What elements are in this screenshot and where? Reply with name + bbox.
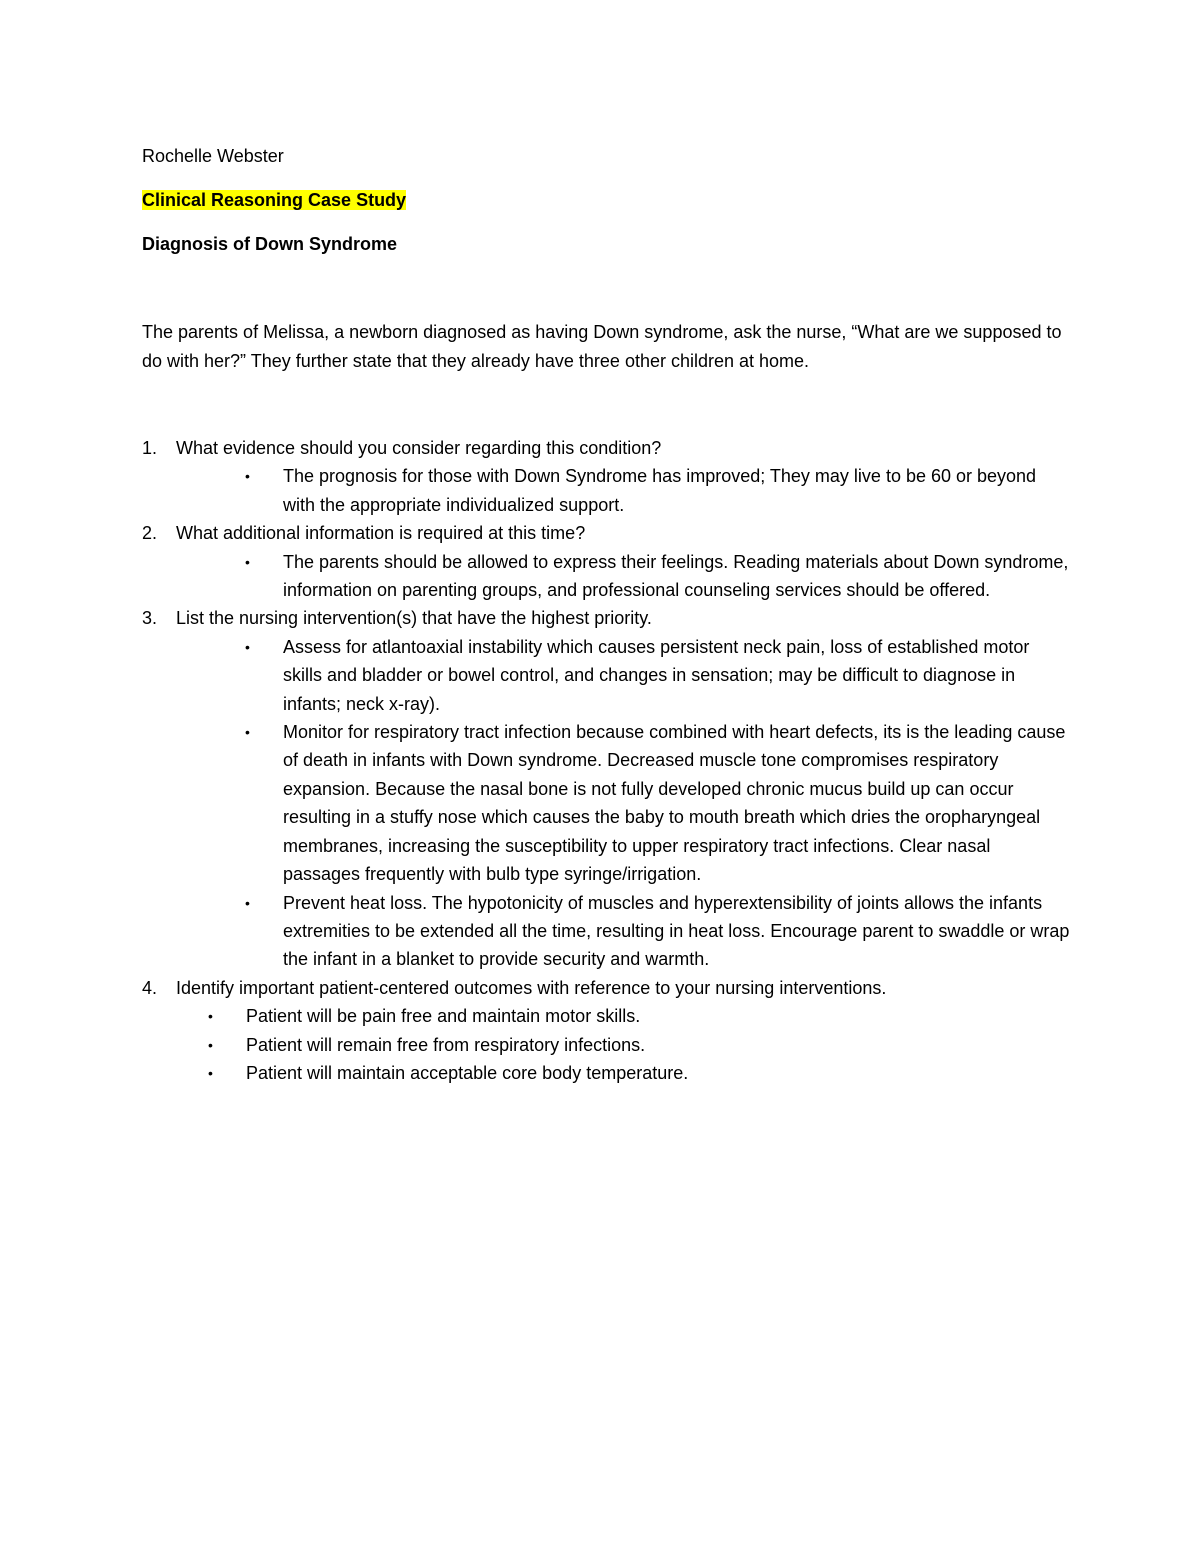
document-subtitle: Diagnosis of Down Syndrome <box>142 234 398 254</box>
outcome-item <box>208 1002 1072 1030</box>
question-number: 4. <box>142 977 158 998</box>
document-title <box>142 188 406 212</box>
question-number: 2. <box>142 523 158 544</box>
outcome-text: Patient will maintain acceptable core body temperature. <box>246 1062 689 1083</box>
answer-text: The prognosis for those with Down Syndrome has improved; They may live to be 60 or beyond with the appropriate individualized support. <box>283 466 1037 515</box>
answer-item <box>245 548 1072 605</box>
answer-text: The parents should be allowed to express their feelings. Reading materials about Down syndrome, information on parenting groups, and professional counseling services should be offered. <box>283 551 1069 601</box>
bullet-icon: • <box>208 1008 213 1025</box>
outcome-text: Patient will be pain free and maintain motor skills. <box>246 1006 641 1027</box>
outcome-item <box>208 1031 1072 1059</box>
outcome-item <box>208 1059 1072 1087</box>
question-text: What evidence should you consider regarding this condition? <box>176 438 662 458</box>
outcome-text: Patient will remain free from respiratory infections. <box>246 1034 646 1055</box>
question-item <box>142 604 1072 973</box>
bullet-icon: • <box>245 553 250 570</box>
outcome-list <box>176 1002 1072 1087</box>
question-number: 1. <box>142 438 158 458</box>
answer-item <box>245 889 1072 974</box>
answer-text: Monitor for respiratory tract infection because combined with heart defects, its is the leading cause of death in infants with Down syndrome. Decreased muscle tone compromises respiratory expansion. Because the nasal bone is not fully developed chronic mucus build up can occur resulting in a stuffy nose which causes the baby to mouth breath which dries the oropharyngeal membranes, increasing the susceptibility to upper respiratory tract infections. Clear nasal passages frequently with bulb type syringe/irrigation. <box>283 722 1066 885</box>
answer-list <box>176 462 1072 519</box>
answer-item <box>245 633 1072 718</box>
answer-list <box>176 548 1072 605</box>
answer-item <box>245 462 1072 519</box>
question-number: 3. <box>142 608 158 629</box>
bullet-icon: • <box>245 724 250 741</box>
question-list <box>142 434 1072 1087</box>
bullet-icon: • <box>245 468 250 485</box>
title-highlight: Clinical Reasoning Case Study <box>142 190 407 210</box>
answer-list <box>176 633 1072 974</box>
answer-item <box>245 718 1072 888</box>
question-item <box>142 434 1072 519</box>
bullet-icon: • <box>245 638 250 655</box>
question-text: Identify important patient-centered outcomes with reference to your nursing interventions. <box>176 977 887 998</box>
question-text: List the nursing intervention(s) that have the highest priority. <box>176 608 652 629</box>
question-item <box>142 974 1072 1088</box>
bullet-icon: • <box>208 1064 213 1081</box>
question-text: What additional information is required at this time? <box>176 523 586 544</box>
bullet-icon: • <box>245 894 250 911</box>
answer-text: Assess for atlantoaxial instability which causes persistent neck pain, loss of established motor skills and bladder or bowel control, and changes in sensation; may be difficult to diagnose in infants; neck x-ray). <box>283 636 1030 714</box>
answer-text: Prevent heat loss. The hypotonicity of muscles and hyperextensibility of joints allows the infants extremities to be extended all the time, resulting in heat loss. Encourage parent to swaddle or wrap the infant in a blanket to provide security and warmth. <box>283 892 1070 970</box>
bullet-icon: • <box>208 1036 213 1053</box>
author-name: Rochelle Webster <box>142 146 284 166</box>
question-item <box>142 519 1072 604</box>
case-scenario: The parents of Melissa, a newborn diagnosed as having Down syndrome, ask the nurse, “What are we supposed to do with her?” They further state that they already have three other children at home. <box>142 322 1062 371</box>
